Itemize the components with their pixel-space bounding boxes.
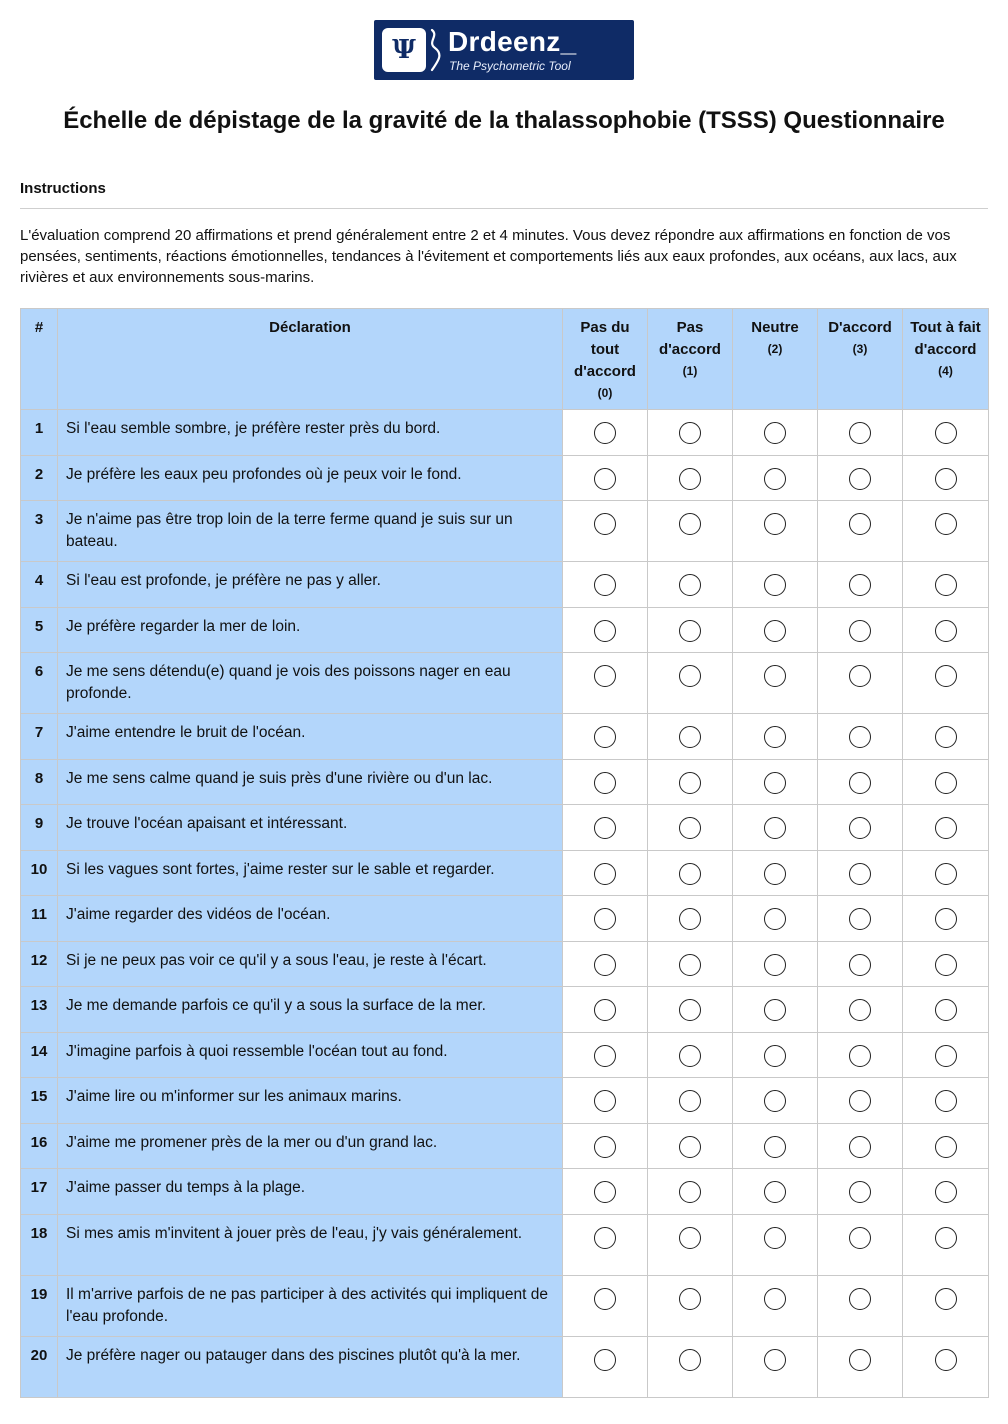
radio-option-1[interactable] <box>679 574 701 596</box>
header-option-1 <box>648 309 733 410</box>
option-cell <box>648 456 733 501</box>
radio-option-3[interactable] <box>849 954 871 976</box>
radio-option-4[interactable] <box>935 726 957 748</box>
option-cell <box>563 1033 648 1078</box>
option-cell <box>903 851 989 896</box>
row-number: 3 <box>21 501 58 562</box>
radio-option-2[interactable] <box>764 422 786 444</box>
radio-option-0[interactable] <box>594 574 616 596</box>
row-number: 17 <box>21 1169 58 1215</box>
option-cell <box>648 1215 733 1276</box>
radio-option-2[interactable] <box>764 908 786 930</box>
radio-option-1[interactable] <box>679 468 701 490</box>
radio-option-1[interactable] <box>679 1136 701 1158</box>
radio-option-1[interactable] <box>679 1045 701 1067</box>
option-label: Neutre <box>751 319 799 336</box>
table-row <box>21 987 989 1033</box>
option-cell <box>818 851 903 896</box>
option-cell <box>733 1078 818 1124</box>
radio-option-1[interactable] <box>679 1349 701 1371</box>
option-cell <box>563 501 648 562</box>
table-row <box>21 1169 989 1215</box>
radio-option-0[interactable] <box>594 422 616 444</box>
radio-option-2[interactable] <box>764 954 786 976</box>
radio-option-0[interactable] <box>594 1045 616 1067</box>
option-cell <box>648 1169 733 1215</box>
option-cell <box>563 653 648 714</box>
row-statement: Je me sens calme quand je suis près d'une rivière ou d'un lac. <box>58 760 563 805</box>
option-cell <box>733 714 818 760</box>
option-cell <box>648 1124 733 1169</box>
option-cell <box>903 653 989 714</box>
radio-option-1[interactable] <box>679 908 701 930</box>
radio-option-3[interactable] <box>849 772 871 794</box>
brand-name: Drdeenz_ <box>448 26 577 57</box>
option-cell <box>563 1337 648 1398</box>
table-row <box>21 714 989 760</box>
wave-icon <box>429 28 441 72</box>
option-cell <box>818 1078 903 1124</box>
option-cell <box>903 1078 989 1124</box>
table-row <box>21 501 989 562</box>
row-number: 14 <box>21 1033 58 1078</box>
option-cell <box>818 987 903 1033</box>
option-cell <box>733 456 818 501</box>
header-option-0 <box>563 309 648 410</box>
row-statement: Si mes amis m'invitent à jouer près de l'eau, j'y vais généralement. <box>58 1215 563 1276</box>
option-cell <box>563 760 648 805</box>
option-score: (0) <box>597 386 613 400</box>
radio-option-2[interactable] <box>764 772 786 794</box>
table-row <box>21 562 989 608</box>
radio-option-2[interactable] <box>764 468 786 490</box>
row-number: 15 <box>21 1078 58 1124</box>
option-cell <box>648 987 733 1033</box>
page-title: Échelle de dépistage de la gravité de la thalassophobie (TSSS) Questionnaire <box>63 107 945 134</box>
option-cell <box>818 1169 903 1215</box>
radio-option-4[interactable] <box>935 1227 957 1249</box>
radio-option-2[interactable] <box>764 1349 786 1371</box>
radio-option-2[interactable] <box>764 1136 786 1158</box>
table-row <box>21 896 989 942</box>
row-statement: Si je ne peux pas voir ce qu'il y a sous l'eau, je reste à l'écart. <box>58 942 563 987</box>
option-cell <box>818 1033 903 1078</box>
row-statement: Si l'eau est profonde, je préfère ne pas y aller. <box>58 562 563 608</box>
option-cell <box>648 562 733 608</box>
row-number: 1 <box>21 410 58 456</box>
row-number: 2 <box>21 456 58 501</box>
radio-option-2[interactable] <box>764 574 786 596</box>
radio-option-0[interactable] <box>594 620 616 642</box>
instructions-text: L'évaluation comprend 20 affirmations et prend généralement entre 2 et 4 minutes. Vous devez répondre aux affirmations en fonction de vos pensées, sentiments, réactions émotionnelles, tendances à l'évitement et comportements liés aux eaux profondes, aux océans, aux lacs, aux rivières et aux environnements sous-marins. <box>20 227 957 286</box>
option-cell <box>648 714 733 760</box>
radio-option-1[interactable] <box>679 817 701 839</box>
radio-option-4[interactable] <box>935 1045 957 1067</box>
radio-option-4[interactable] <box>935 772 957 794</box>
radio-option-3[interactable] <box>849 817 871 839</box>
radio-option-2[interactable] <box>764 1181 786 1203</box>
radio-option-4[interactable] <box>935 468 957 490</box>
radio-option-4[interactable] <box>935 1349 957 1371</box>
row-number: 9 <box>21 805 58 851</box>
table-row <box>21 760 989 805</box>
option-cell <box>818 942 903 987</box>
option-cell <box>818 896 903 942</box>
radio-option-0[interactable] <box>594 772 616 794</box>
option-cell <box>903 1169 989 1215</box>
option-cell <box>733 1169 818 1215</box>
option-cell <box>563 1078 648 1124</box>
radio-option-0[interactable] <box>594 999 616 1021</box>
row-number: 13 <box>21 987 58 1033</box>
option-cell <box>733 410 818 456</box>
row-statement: Je préfère les eaux peu profondes où je peux voir le fond. <box>58 456 563 501</box>
option-score: (3) <box>852 342 868 356</box>
row-number: 8 <box>21 760 58 805</box>
radio-option-0[interactable] <box>594 1227 616 1249</box>
row-number: 20 <box>21 1337 58 1398</box>
option-cell <box>818 1215 903 1276</box>
radio-option-4[interactable] <box>935 908 957 930</box>
radio-option-1[interactable] <box>679 665 701 687</box>
option-cell <box>733 1337 818 1398</box>
option-cell <box>818 653 903 714</box>
row-number: 11 <box>21 896 58 942</box>
option-cell <box>733 1124 818 1169</box>
option-cell <box>648 410 733 456</box>
option-cell <box>563 456 648 501</box>
option-cell <box>733 501 818 562</box>
header-number: # <box>21 309 58 410</box>
option-cell <box>903 714 989 760</box>
option-cell <box>818 410 903 456</box>
option-label: Pas d'accord <box>659 319 721 358</box>
option-cell <box>563 942 648 987</box>
option-cell <box>818 1276 903 1337</box>
radio-option-2[interactable] <box>764 1045 786 1067</box>
table-row <box>21 608 989 653</box>
option-cell <box>648 896 733 942</box>
radio-option-4[interactable] <box>935 513 957 535</box>
row-number: 4 <box>21 562 58 608</box>
option-cell <box>733 562 818 608</box>
option-score: (2) <box>767 342 783 356</box>
row-number: 16 <box>21 1124 58 1169</box>
option-cell <box>648 608 733 653</box>
radio-option-1[interactable] <box>679 620 701 642</box>
radio-option-0[interactable] <box>594 665 616 687</box>
option-cell <box>733 608 818 653</box>
row-statement: Il m'arrive parfois de ne pas participer à des activités qui impliquent de l'eau profonde. <box>58 1276 563 1337</box>
row-statement: Je me sens détendu(e) quand je vois des poissons nager en eau profonde. <box>58 653 563 714</box>
header-statement: Déclaration <box>58 309 563 410</box>
radio-option-2[interactable] <box>764 620 786 642</box>
option-cell <box>563 1124 648 1169</box>
radio-option-1[interactable] <box>679 1288 701 1310</box>
header-option-2 <box>733 309 818 410</box>
option-cell <box>818 1337 903 1398</box>
radio-option-3[interactable] <box>849 1349 871 1371</box>
radio-option-1[interactable] <box>679 1227 701 1249</box>
row-number: 5 <box>21 608 58 653</box>
option-score: (4) <box>938 364 953 378</box>
row-statement: J'aime regarder des vidéos de l'océan. <box>58 896 563 942</box>
table-row <box>21 942 989 987</box>
radio-option-0[interactable] <box>594 1181 616 1203</box>
option-cell <box>648 1276 733 1337</box>
option-cell <box>733 987 818 1033</box>
option-cell <box>903 1215 989 1276</box>
table-row <box>21 653 989 714</box>
option-cell <box>818 456 903 501</box>
brand-logo <box>374 20 634 80</box>
radio-option-2[interactable] <box>764 1090 786 1112</box>
option-cell <box>648 851 733 896</box>
radio-option-3[interactable] <box>849 726 871 748</box>
row-statement: Si l'eau semble sombre, je préfère rester près du bord. <box>58 410 563 456</box>
option-score: (1) <box>682 364 698 378</box>
radio-option-3[interactable] <box>849 908 871 930</box>
radio-option-2[interactable] <box>764 1227 786 1249</box>
option-cell <box>903 760 989 805</box>
row-statement: Je trouve l'océan apaisant et intéressant. <box>58 805 563 851</box>
radio-option-0[interactable] <box>594 908 616 930</box>
radio-option-3[interactable] <box>849 1045 871 1067</box>
option-cell <box>733 1033 818 1078</box>
radio-option-1[interactable] <box>679 1090 701 1112</box>
option-cell <box>733 1215 818 1276</box>
radio-option-4[interactable] <box>935 665 957 687</box>
radio-option-2[interactable] <box>764 1288 786 1310</box>
radio-option-1[interactable] <box>679 954 701 976</box>
radio-option-2[interactable] <box>764 513 786 535</box>
option-cell <box>563 608 648 653</box>
option-cell <box>903 562 989 608</box>
option-label: D'accord <box>828 319 892 336</box>
option-cell <box>648 653 733 714</box>
option-cell <box>903 501 989 562</box>
radio-option-0[interactable] <box>594 726 616 748</box>
option-cell <box>563 410 648 456</box>
option-cell <box>903 1033 989 1078</box>
option-cell <box>648 942 733 987</box>
radio-option-4[interactable] <box>935 620 957 642</box>
row-number: 6 <box>21 653 58 714</box>
row-number: 19 <box>21 1276 58 1337</box>
radio-option-1[interactable] <box>679 726 701 748</box>
header-option-4 <box>903 309 989 410</box>
option-cell <box>733 760 818 805</box>
option-cell <box>733 653 818 714</box>
option-cell <box>903 805 989 851</box>
option-cell <box>733 896 818 942</box>
row-statement: J'aime passer du temps à la plage. <box>58 1169 563 1215</box>
option-cell <box>563 987 648 1033</box>
radio-option-0[interactable] <box>594 1136 616 1158</box>
option-cell <box>818 714 903 760</box>
option-cell <box>903 1276 989 1337</box>
row-statement: J'aime entendre le bruit de l'océan. <box>58 714 563 760</box>
option-cell <box>563 714 648 760</box>
radio-option-2[interactable] <box>764 665 786 687</box>
radio-option-0[interactable] <box>594 513 616 535</box>
radio-option-3[interactable] <box>849 863 871 885</box>
radio-option-4[interactable] <box>935 817 957 839</box>
option-cell <box>903 896 989 942</box>
radio-option-3[interactable] <box>849 574 871 596</box>
option-cell <box>818 1124 903 1169</box>
row-statement: Je n'aime pas être trop loin de la terre ferme quand je suis sur un bateau. <box>58 501 563 562</box>
option-cell <box>903 987 989 1033</box>
radio-option-4[interactable] <box>935 999 957 1021</box>
radio-option-3[interactable] <box>849 1288 871 1310</box>
radio-option-0[interactable] <box>594 1349 616 1371</box>
brand-tagline: The Psychometric Tool <box>449 59 571 73</box>
radio-option-1[interactable] <box>679 772 701 794</box>
table-row <box>21 456 989 501</box>
option-cell <box>648 1337 733 1398</box>
option-cell <box>903 1337 989 1398</box>
row-statement: Je préfère nager ou patauger dans des piscines plutôt qu'à la mer. <box>58 1337 563 1398</box>
radio-option-0[interactable] <box>594 954 616 976</box>
radio-option-4[interactable] <box>935 1090 957 1112</box>
radio-option-3[interactable] <box>849 422 871 444</box>
radio-option-0[interactable] <box>594 468 616 490</box>
table-row <box>21 851 989 896</box>
option-cell <box>733 1276 818 1337</box>
radio-option-0[interactable] <box>594 817 616 839</box>
table-header-row <box>21 309 989 410</box>
table-row <box>21 410 989 456</box>
radio-option-3[interactable] <box>849 620 871 642</box>
radio-option-0[interactable] <box>594 1090 616 1112</box>
radio-option-1[interactable] <box>679 422 701 444</box>
option-cell <box>818 760 903 805</box>
row-statement: Je préfère regarder la mer de loin. <box>58 608 563 653</box>
radio-option-1[interactable] <box>679 999 701 1021</box>
radio-option-4[interactable] <box>935 574 957 596</box>
radio-option-2[interactable] <box>764 817 786 839</box>
radio-option-3[interactable] <box>849 665 871 687</box>
instructions-divider <box>20 208 988 209</box>
radio-option-1[interactable] <box>679 863 701 885</box>
radio-option-2[interactable] <box>764 999 786 1021</box>
option-cell <box>818 805 903 851</box>
option-cell <box>648 1033 733 1078</box>
questionnaire-table <box>20 308 989 1398</box>
radio-option-4[interactable] <box>935 954 957 976</box>
option-cell <box>563 805 648 851</box>
option-cell <box>648 501 733 562</box>
option-cell <box>563 896 648 942</box>
option-cell <box>903 942 989 987</box>
option-cell <box>563 1169 648 1215</box>
radio-option-4[interactable] <box>935 863 957 885</box>
radio-option-2[interactable] <box>764 863 786 885</box>
row-number: 12 <box>21 942 58 987</box>
option-cell <box>903 410 989 456</box>
option-cell <box>903 1124 989 1169</box>
table-row <box>21 1078 989 1124</box>
option-cell <box>818 608 903 653</box>
option-cell <box>818 501 903 562</box>
instructions-heading: Instructions <box>20 180 106 197</box>
radio-option-3[interactable] <box>849 1090 871 1112</box>
radio-option-4[interactable] <box>935 1181 957 1203</box>
option-cell <box>563 562 648 608</box>
option-cell <box>818 562 903 608</box>
psi-icon: Ψ <box>382 28 426 72</box>
option-cell <box>903 456 989 501</box>
row-number: 7 <box>21 714 58 760</box>
option-label: Tout à fait d'accord <box>910 319 981 358</box>
option-cell <box>733 805 818 851</box>
table-row <box>21 805 989 851</box>
option-cell <box>648 760 733 805</box>
option-label: Pas du tout d'accord <box>574 319 636 380</box>
radio-option-3[interactable] <box>849 513 871 535</box>
table-row <box>21 1337 989 1398</box>
row-statement: J'aime lire ou m'informer sur les animaux marins. <box>58 1078 563 1124</box>
row-statement: J'aime me promener près de la mer ou d'un grand lac. <box>58 1124 563 1169</box>
radio-option-3[interactable] <box>849 468 871 490</box>
header-option-3 <box>818 309 903 410</box>
radio-option-3[interactable] <box>849 999 871 1021</box>
row-number: 10 <box>21 851 58 896</box>
table-row <box>21 1124 989 1169</box>
row-statement: Je me demande parfois ce qu'il y a sous la surface de la mer. <box>58 987 563 1033</box>
option-cell <box>733 942 818 987</box>
row-statement: Si les vagues sont fortes, j'aime rester sur le sable et regarder. <box>58 851 563 896</box>
option-cell <box>733 851 818 896</box>
radio-option-4[interactable] <box>935 1288 957 1310</box>
radio-option-3[interactable] <box>849 1136 871 1158</box>
radio-option-0[interactable] <box>594 863 616 885</box>
option-cell <box>563 851 648 896</box>
table-row <box>21 1033 989 1078</box>
radio-option-4[interactable] <box>935 422 957 444</box>
radio-option-1[interactable] <box>679 513 701 535</box>
radio-option-3[interactable] <box>849 1181 871 1203</box>
radio-option-1[interactable] <box>679 1181 701 1203</box>
row-number: 18 <box>21 1215 58 1276</box>
table-row <box>21 1215 989 1276</box>
table-row <box>21 1276 989 1337</box>
row-statement: J'imagine parfois à quoi ressemble l'océan tout au fond. <box>58 1033 563 1078</box>
radio-option-2[interactable] <box>764 726 786 748</box>
radio-option-0[interactable] <box>594 1288 616 1310</box>
option-cell <box>903 608 989 653</box>
option-cell <box>648 805 733 851</box>
option-cell <box>563 1276 648 1337</box>
radio-option-3[interactable] <box>849 1227 871 1249</box>
radio-option-4[interactable] <box>935 1136 957 1158</box>
option-cell <box>648 1078 733 1124</box>
option-cell <box>563 1215 648 1276</box>
